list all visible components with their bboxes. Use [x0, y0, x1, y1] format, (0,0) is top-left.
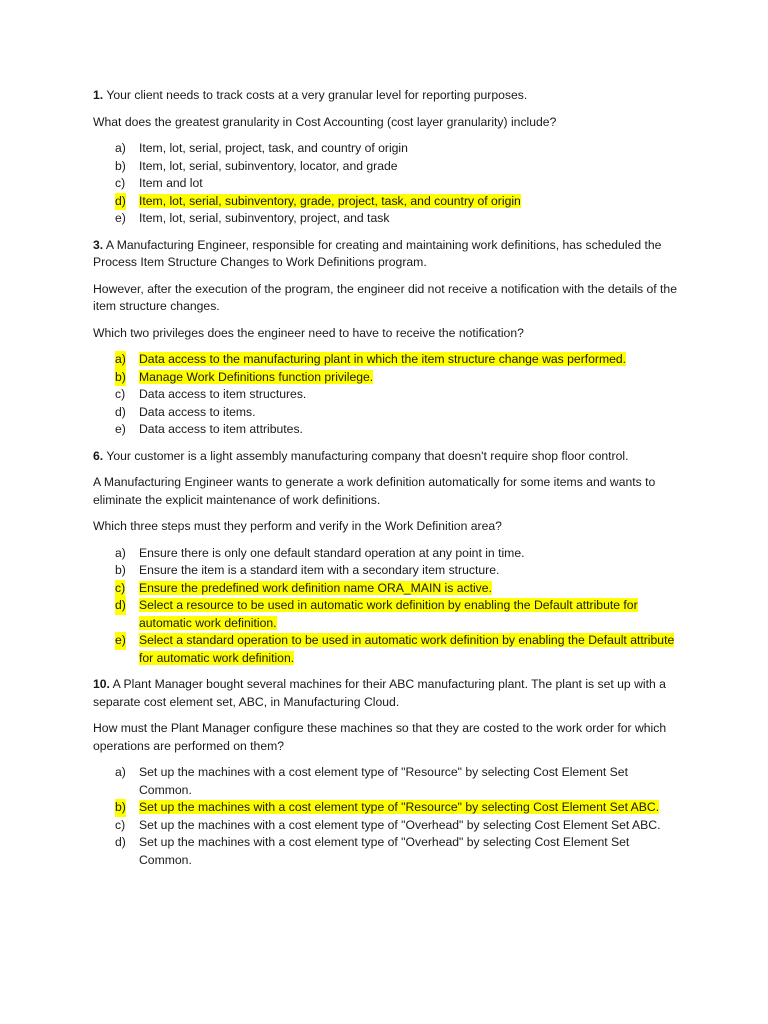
question-stem: [93, 676, 680, 711]
option-text-highlighted: Set up the machines with a cost element type of "Resource" by selecting Cost Element Set ABC.: [139, 800, 660, 814]
option-letter: b): [115, 158, 126, 173]
option-letter: a): [115, 545, 126, 560]
question-paragraph: Which two privileges does the engineer need to have to receive the notification?: [93, 325, 524, 340]
question-stem-text: Your client needs to track costs at a very granular level for reporting purposes.: [103, 88, 528, 102]
question-paragraph: However, after the execution of the program, the engineer did not receive a notification with the details of the item structure changes.: [93, 281, 677, 313]
option-item: [93, 545, 680, 563]
option-text-highlighted: Data access to the manufacturing plant in which the item structure change was performed.: [139, 352, 627, 366]
option-text: Item, lot, serial, subinventory, locator, and grade: [139, 158, 398, 173]
question-stem: [93, 87, 680, 105]
option-text: Data access to items.: [139, 404, 256, 419]
option-item: [93, 386, 680, 404]
option-list: [93, 140, 680, 228]
option-letter: a): [115, 351, 126, 369]
option-text: Set up the machines with a cost element type of "Resource" by selecting Cost Element Set Common.: [139, 765, 628, 797]
option-item: [93, 140, 680, 158]
question-stem-text: A Plant Manager bought several machines for their ABC manufacturing plant. The plant is set up with a separate cost element set, ABC, in Manufacturing Cloud.: [93, 677, 666, 709]
option-item: [93, 834, 680, 869]
option-letter: c): [115, 580, 125, 598]
option-text-highlighted: Ensure the predefined work definition name ORA_MAIN is active.: [139, 580, 492, 595]
option-text-highlighted: Select a standard operation to be used in automatic work definition by enabling the Default attribute for automatic work definition.: [139, 633, 675, 665]
option-letter: d): [115, 404, 126, 419]
option-text: Item, lot, serial, subinventory, project, and task: [139, 211, 390, 225]
option-letter: a): [115, 141, 126, 155]
option-item: [93, 421, 680, 439]
option-letter: a): [115, 765, 126, 779]
question-paragraph: How must the Plant Manager configure these machines so that they are costed to the work order for which operations are performed on them?: [93, 721, 667, 753]
question-6: [93, 448, 680, 668]
option-item: [93, 158, 680, 176]
option-item: [93, 764, 680, 799]
option-list: [93, 351, 680, 439]
option-item: [93, 210, 680, 228]
option-letter: d): [115, 597, 126, 615]
question-1: [93, 87, 680, 228]
option-letter: d): [115, 835, 126, 849]
question-stem: [93, 237, 680, 272]
option-text: Data access to item attributes.: [139, 422, 303, 436]
question-paragraph: What does the greatest granularity in Cost Accounting (cost layer granularity) include?: [93, 114, 557, 129]
option-letter: b): [115, 563, 126, 577]
question-10: [93, 676, 680, 869]
option-letter: d): [115, 193, 126, 211]
option-text: Ensure the item is a standard item with a secondary item structure.: [139, 563, 500, 577]
option-item: [93, 580, 680, 598]
question-number: 3.: [93, 237, 104, 252]
option-item: [93, 369, 680, 387]
question-number: 1.: [93, 88, 104, 102]
question-stem-text: Your customer is a light assembly manufacturing company that doesn't require shop floor control.: [103, 448, 629, 463]
option-item: [93, 175, 680, 193]
option-letter: c): [115, 817, 126, 832]
option-text: Item, lot, serial, project, task, and country of origin: [139, 141, 408, 155]
question-paragraph: A Manufacturing Engineer wants to generate a work definition automatically for some items and wants to eliminate the explicit maintenance of work definitions.: [93, 475, 656, 507]
option-item: [93, 799, 680, 817]
option-item: [93, 351, 680, 369]
question-stem-text: A Manufacturing Engineer, responsible for creating and maintaining work definitions, has scheduled the Process Item Structure Changes to Work Definitions program.: [93, 237, 662, 269]
question-paragraph: Which three steps must they perform and verify in the Work Definition area?: [93, 519, 502, 533]
option-letter: e): [115, 632, 126, 650]
option-text-highlighted: Manage Work Definitions function privilege.: [139, 369, 374, 384]
option-text: Ensure there is only one default standard operation at any point in time.: [139, 545, 525, 560]
option-text-highlighted: Select a resource to be used in automatic work definition by enabling the Default attribute for automatic work definition.: [139, 598, 638, 630]
option-letter: e): [115, 422, 126, 436]
option-text: Set up the machines with a cost element type of "Overhead" by selecting Cost Element Set Common.: [139, 835, 630, 867]
option-list: [93, 764, 680, 869]
option-letter: c): [115, 176, 126, 190]
option-item: [93, 597, 680, 632]
option-letter: e): [115, 211, 126, 225]
option-text: Set up the machines with a cost element type of "Overhead" by selecting Cost Element Set ABC.: [139, 817, 661, 832]
option-list: [93, 545, 680, 668]
option-text: Data access to item structures.: [139, 387, 307, 401]
option-text: Item and lot: [139, 176, 203, 190]
option-item: [93, 404, 680, 422]
option-letter: b): [115, 369, 126, 387]
question-stem: [93, 448, 680, 466]
option-item: [93, 817, 680, 835]
question-number: 6.: [93, 448, 104, 463]
option-letter: b): [115, 799, 126, 817]
question-number: 10.: [93, 677, 110, 691]
option-item: [93, 193, 680, 211]
option-item: [93, 632, 680, 667]
option-letter: c): [115, 387, 126, 401]
question-3: [93, 237, 680, 439]
option-item: [93, 562, 680, 580]
option-text-highlighted: Item, lot, serial, subinventory, grade, project, task, and country of origin: [139, 193, 521, 208]
